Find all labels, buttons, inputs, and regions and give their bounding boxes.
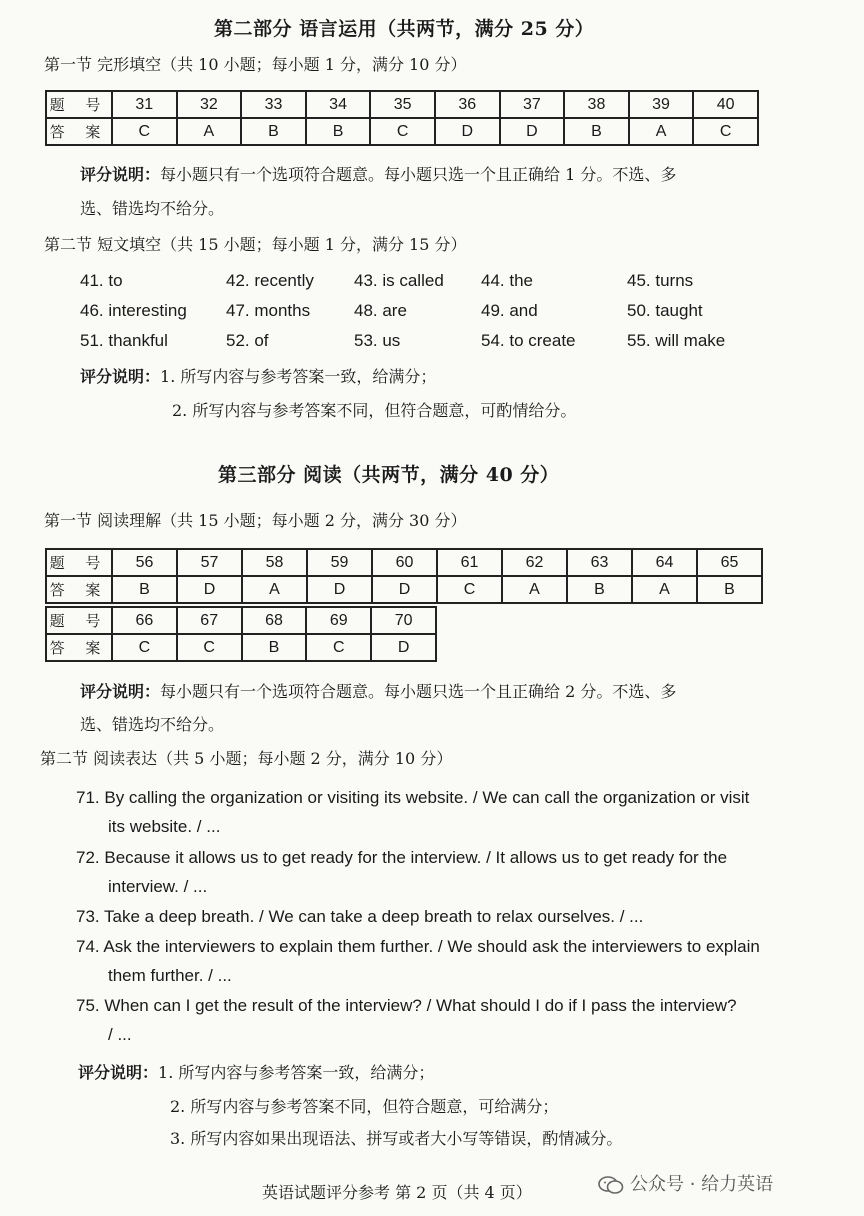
question-number: 68 [242, 607, 307, 634]
cloze-section-title: 第一节 完形填空（共 10 小题；每小题 1 分，满分 10 分） [44, 55, 467, 74]
question-number: 39 [629, 91, 694, 118]
gapfill-scoring-note-1 [80, 364, 436, 387]
question-number: 65 [697, 549, 762, 576]
question-number: 64 [632, 549, 697, 576]
answer-cell: B [112, 576, 177, 603]
gapfill-answer: 55. will make [627, 331, 726, 350]
gapfill-answer: 50. taught [627, 301, 703, 320]
answer-row [46, 576, 762, 603]
expression-scoring-note-1 [78, 1060, 434, 1083]
cloze-scoring-note-line2: 选、错选均不给分。 [80, 199, 225, 218]
question-number: 37 [500, 91, 565, 118]
gapfill-answer: 43. is called [354, 271, 444, 290]
answer-71-line2: its website. / ... [108, 817, 221, 836]
page-footer: 英语试题评分参考 第 2 页（共 4 页） [262, 1183, 532, 1202]
watermark-text: 公众号 · 给力英语 [630, 1174, 774, 1195]
answer-cell: B [697, 576, 762, 603]
scoring-note-label: 评分说明： [80, 165, 161, 184]
question-number: 67 [177, 607, 242, 634]
gapfill-answer: 54. to create [481, 331, 576, 350]
answer-cell: A [632, 576, 697, 603]
part3-title: 第三部分 阅读（共两节，满分 40 分） [218, 464, 560, 486]
gapfill-answer: 47. months [226, 301, 311, 320]
scoring-note-text: 每小题只有一个选项符合题意。每小题只选一个且正确给 1 分。不选、多 [160, 165, 677, 184]
reading-section-title: 第一节 阅读理解（共 15 小题；每小题 2 分，满分 30 分） [44, 511, 467, 530]
answer-cell: A [629, 118, 694, 145]
gapfill-answer: 48. are [354, 301, 407, 320]
answer-cell: C [112, 118, 177, 145]
cloze-scoring-note-line1 [80, 162, 676, 185]
question-number: 33 [241, 91, 306, 118]
gapfill-answer: 42. recently [226, 271, 314, 290]
answer-cell: B [567, 576, 632, 603]
gapfill-answer: 49. and [481, 301, 538, 320]
answer-cell: C [693, 118, 758, 145]
question-number-row [46, 91, 758, 118]
answer-cell: D [435, 118, 500, 145]
question-number: 59 [307, 549, 372, 576]
question-number: 63 [567, 549, 632, 576]
answer-cell: C [177, 634, 242, 661]
answer-75-line2: / ... [108, 1025, 132, 1044]
answer-cell: B [564, 118, 629, 145]
reading-scoring-note-line1 [80, 679, 676, 702]
question-number: 56 [112, 549, 177, 576]
question-number: 32 [177, 91, 242, 118]
reading-answer-table-2 [45, 606, 437, 662]
question-number: 31 [112, 91, 177, 118]
scoring-note-label: 评分说明： [80, 682, 161, 701]
row-label-question: 题 号 [46, 91, 112, 118]
gapfill-answer: 45. turns [627, 271, 694, 290]
answer-cell: C [112, 634, 177, 661]
scoring-note-text: 1. 所写内容与参考答案一致，给满分； [158, 1063, 435, 1082]
question-number: 62 [502, 549, 567, 576]
watermark [598, 1170, 773, 1196]
question-number: 60 [372, 549, 437, 576]
answer-cell: D [500, 118, 565, 145]
expression-scoring-note-2: 2. 所写内容与参考答案不同，但符合题意，可给满分； [170, 1097, 559, 1116]
answer-71-line1: 71. By calling the organization or visiting its website. / We can call the organization or visit [76, 788, 750, 807]
reading-expression-section-title: 第二节 阅读表达（共 5 小题；每小题 2 分，满分 10 分） [40, 749, 453, 768]
expression-scoring-note-3: 3. 所写内容如果出现语法、拼写或者大小写等错误，酌情减分。 [170, 1129, 623, 1148]
row-label-question: 题 号 [46, 549, 112, 576]
answer-cell: A [177, 118, 242, 145]
answer-cell: D [177, 576, 242, 603]
question-number: 58 [242, 549, 307, 576]
answer-cell: C [437, 576, 502, 603]
reading-scoring-note-line2: 选、错选均不给分。 [80, 715, 225, 734]
scoring-note-label: 评分说明： [78, 1063, 159, 1082]
answer-row [46, 634, 436, 661]
answer-75-line1: 75. When can I get the result of the interview? / What should I do if I pass the interview? [76, 996, 737, 1015]
answer-72-line1: 72. Because it allows us to get ready for the interview. / It allows us to get ready for the [76, 848, 728, 867]
answer-cell: B [242, 634, 307, 661]
answer-cell: D [372, 576, 437, 603]
question-number-row [46, 549, 762, 576]
question-number: 69 [306, 607, 371, 634]
gapfill-section-title: 第二节 短文填空（共 15 小题；每小题 1 分，满分 15 分） [44, 235, 467, 254]
answer-74-line1: 74. Ask the interviewers to explain them further. / We should ask the interviewers to explain [76, 937, 760, 956]
answer-cell: D [307, 576, 372, 603]
question-number-row [46, 607, 436, 634]
question-number: 34 [306, 91, 371, 118]
cloze-answer-table [45, 90, 759, 146]
scoring-note-text: 1. 所写内容与参考答案一致，给满分； [160, 367, 437, 386]
gapfill-answer: 44. the [481, 271, 533, 290]
answer-74-line2: them further. / ... [108, 966, 232, 985]
scoring-note-text: 每小题只有一个选项符合题意。每小题只选一个且正确给 2 分。不选、多 [160, 682, 677, 701]
question-number: 61 [437, 549, 502, 576]
row-label-answer: 答 案 [46, 634, 112, 661]
answer-cell: A [502, 576, 567, 603]
row-label-answer: 答 案 [46, 118, 112, 145]
gapfill-scoring-note-2: 2. 所写内容与参考答案不同，但符合题意，可酌情给分。 [172, 401, 577, 420]
row-label-question: 题 号 [46, 607, 112, 634]
question-number: 38 [564, 91, 629, 118]
question-number: 40 [693, 91, 758, 118]
answer-cell: C [370, 118, 435, 145]
answer-row [46, 118, 758, 145]
question-number: 36 [435, 91, 500, 118]
gapfill-answer: 51. thankful [80, 331, 168, 350]
reading-answer-table-1 [45, 548, 763, 604]
gapfill-answer: 46. interesting [80, 301, 187, 320]
answer-cell: C [306, 634, 371, 661]
answer-cell: A [242, 576, 307, 603]
answer-cell: D [371, 634, 436, 661]
answer-72-line2: interview. / ... [108, 877, 208, 896]
wechat-icon [598, 1175, 624, 1195]
answer-cell: B [306, 118, 371, 145]
question-number: 70 [371, 607, 436, 634]
question-number: 35 [370, 91, 435, 118]
question-number: 66 [112, 607, 177, 634]
answer-73-line1: 73. Take a deep breath. / We can take a deep breath to relax ourselves. / ... [76, 907, 644, 926]
gapfill-answer: 53. us [354, 331, 401, 350]
part2-title: 第二部分 语言运用（共两节，满分 25 分） [214, 18, 595, 40]
row-label-answer: 答 案 [46, 576, 112, 603]
scoring-note-label: 评分说明： [80, 367, 161, 386]
gapfill-answer: 41. to [80, 271, 123, 290]
answer-cell: B [241, 118, 306, 145]
question-number: 57 [177, 549, 242, 576]
gapfill-answer: 52. of [226, 331, 269, 350]
